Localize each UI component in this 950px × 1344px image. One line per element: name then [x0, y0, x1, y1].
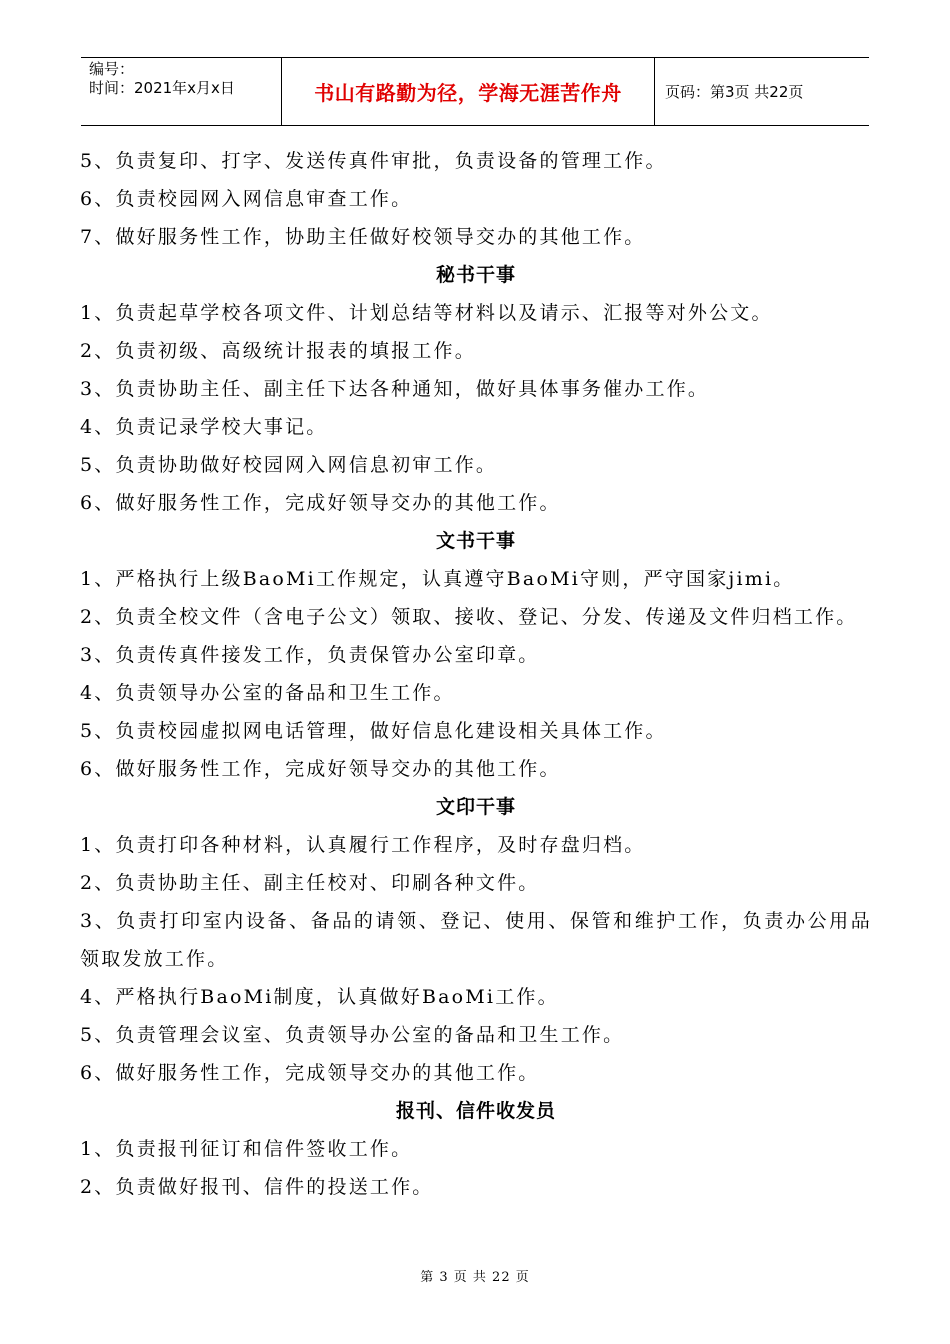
duty-item: 4、负责记录学校大事记。 [80, 416, 328, 438]
duty-item: 1、负责报刊征订和信件签收工作。 [80, 1138, 413, 1160]
duty-item: 2、负责做好报刊、信件的投送工作。 [80, 1176, 434, 1198]
duty-item: 7、做好服务性工作，协助主任做好校领导交办的其他工作。 [80, 226, 646, 248]
document-number-label: 编号： [89, 60, 135, 78]
page-footer: 第 3 页 共 22 页 [420, 1270, 530, 1285]
duty-item: 6、做好服务性工作，完成好领导交办的其他工作。 [80, 758, 561, 780]
duty-item: 6、做好服务性工作，完成好领导交办的其他工作。 [80, 492, 561, 514]
duty-item: 2、负责全校文件（含电子公文）领取、接收、登记、分发、传递及文件归档工作。 [80, 606, 858, 628]
duty-item: 5、负责管理会议室、负责领导办公室的备品和卫生工作。 [80, 1024, 625, 1046]
duty-item: 3、负责传真件接发工作，负责保管办公室印章。 [80, 644, 540, 666]
document-body [80, 142, 872, 1206]
duty-item: 6、负责校园网入网信息审查工作。 [80, 188, 413, 210]
duty-item: 3、负责打印室内设备、备品的请领、登记、使用、保管和维护工作，负责办公用品领取发放工作。 [80, 910, 872, 970]
header-meta [81, 58, 281, 125]
document-time-label: 时间：2021年x月x日 [89, 79, 235, 97]
duty-item: 3、负责协助主任、副主任下达各种通知，做好具体事务催办工作。 [80, 378, 710, 400]
duty-item: 1、负责打印各种材料，认真履行工作程序，及时存盘归档。 [80, 834, 646, 856]
section-heading: 文印干事 [435, 796, 516, 818]
duty-item: 1、负责起草学校各项文件、计划总结等材料以及请示、汇报等对外公文。 [80, 302, 773, 324]
duty-item: 5、负责协助做好校园网入网信息初审工作。 [80, 454, 498, 476]
duty-item: 4、严格执行BaoMi制度，认真做好BaoMi工作。 [80, 986, 559, 1008]
duty-item: 1、严格执行上级BaoMi工作规定，认真遵守BaoMi守则，严守国家jimi。 [80, 568, 795, 590]
duty-item: 6、做好服务性工作，完成领导交办的其他工作。 [80, 1062, 540, 1084]
section-heading: 报刊、信件收发员 [395, 1100, 556, 1122]
section-heading: 文书干事 [435, 530, 516, 552]
duty-item: 2、负责初级、高级统计报表的填报工作。 [80, 340, 476, 362]
page-header [81, 57, 869, 126]
duty-item: 5、负责复印、打字、发送传真件审批，负责设备的管理工作。 [80, 150, 667, 172]
header-page-info: 页码：第3页 共22页 [665, 83, 804, 101]
duty-item: 5、负责校园虚拟网电话管理，做好信息化建设相关具体工作。 [80, 720, 667, 742]
section-heading: 秘书干事 [435, 264, 516, 286]
header-motto: 书山有路勤为径，学海无涯苦作舟 [281, 58, 655, 125]
duty-item: 4、负责领导办公室的备品和卫生工作。 [80, 682, 455, 704]
duty-item: 2、负责协助主任、副主任校对、印刷各种文件。 [80, 872, 540, 894]
